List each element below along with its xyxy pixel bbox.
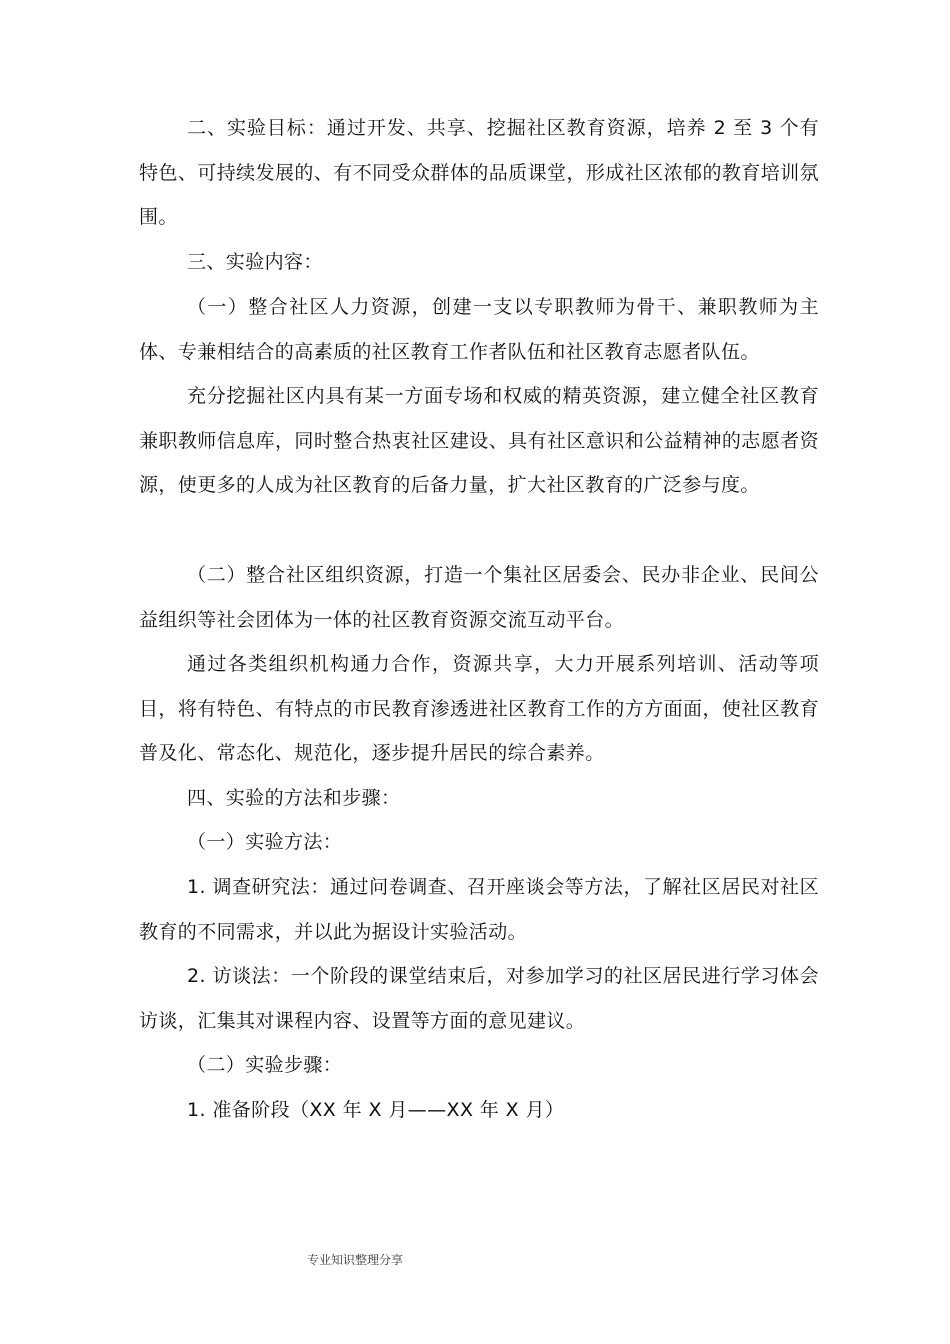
footer-note: 专业知识整理分享: [307, 1253, 404, 1267]
paragraph-cooperation: 通过各类组织机构通力合作，资源共享，大力开展系列培训、活动等项目，将有特色、有特点的市民教育渗透进社区教育工作的方方面面，使社区教育普及化、常态化、规范化，逐步提升居民的综合素养。: [139, 653, 819, 765]
paragraph-interview-method: 2. 访谈法：一个阶段的课堂结束后，对参加学习的社区居民进行学习体会访谈，汇集其对课程内容、设置等方面的意见建议。: [139, 965, 819, 1032]
paragraph-elite-resources: 充分挖掘社区内具有某一方面专场和权威的精英资源，建立健全社区教育兼职教师信息库，同时整合热衷社区建设、具有社区意识和公益精神的志愿者资源，使更多的人成为社区教育的后备力量，扩大社区教育的广泛参与度。: [139, 385, 819, 497]
paragraph-human-resources: （一）整合社区人力资源，创建一支以专职教师为骨干、兼职教师为主体、专兼相结合的高素质的社区教育工作者队伍和社区教育志愿者队伍。: [139, 296, 819, 363]
paragraph-survey-method: 1. 调查研究法：通过问卷调查、召开座谈会等方法，了解社区居民对社区教育的不同需求，并以此为据设计实验活动。: [139, 876, 819, 943]
heading-content: 三、实验内容：: [187, 251, 323, 273]
heading-methods: （一）实验方法：: [187, 831, 343, 853]
paragraph-goal: 二、实验目标：通过开发、共享、挖掘社区教育资源，培养 2 至 3 个有特色、可持续发展的、有不同受众群体的品质课堂，形成社区浓郁的教育培训氛围。: [139, 117, 819, 229]
heading-methods-steps: 四、实验的方法和步骤：: [187, 787, 401, 809]
paragraph-preparation-stage: 1. 准备阶段（XX 年 X 月——XX 年 X 月）: [187, 1099, 565, 1121]
heading-steps: （二）实验步骤：: [187, 1054, 343, 1076]
paragraph-organization-resources: （二）整合社区组织资源，打造一个集社区居委会、民办非企业、民间公益组织等社会团体为一体的社区教育资源交流互动平台。: [139, 564, 819, 631]
